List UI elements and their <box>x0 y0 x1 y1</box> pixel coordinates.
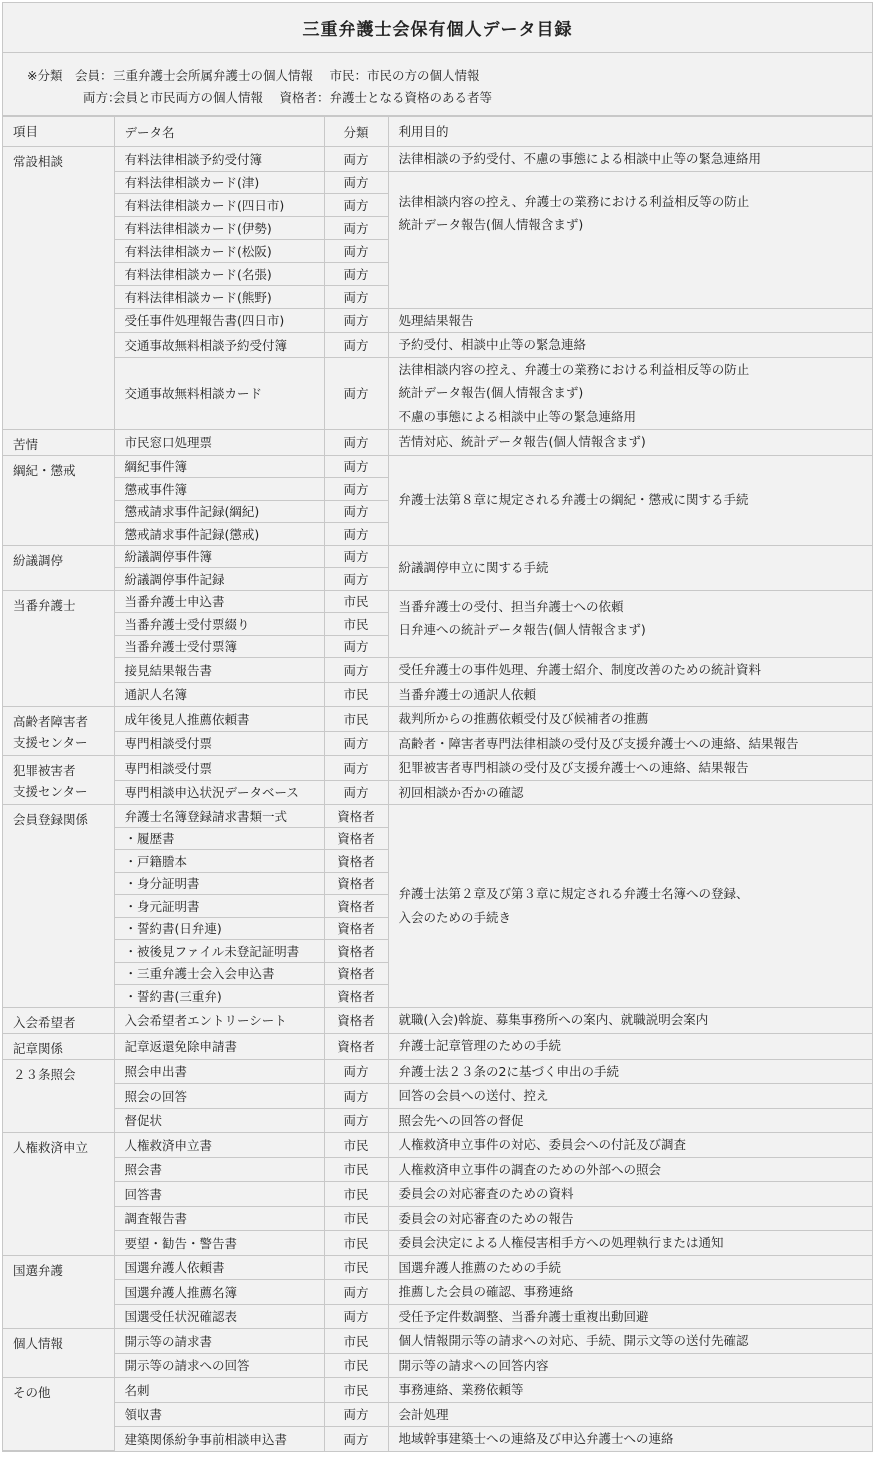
purpose-cell <box>388 1108 872 1133</box>
classification-cell: 市民 <box>324 613 388 636</box>
table-row <box>3 1059 872 1084</box>
purpose-line: 初回相談か否かの確認 <box>398 784 524 800</box>
classification-cell: 資格者 <box>324 895 388 918</box>
purpose-line: 弁護士法第８章に規定される弁護士の綱紀・懲戒に関する手続 <box>398 492 749 508</box>
category-cell: 人権救済申立 <box>3 1133 114 1256</box>
classification-cell: 両方 <box>324 478 388 501</box>
data-name-cell: ・戸籍謄本 <box>114 850 324 873</box>
classification-cell: 資格者 <box>324 940 388 963</box>
purpose-cell <box>388 1206 872 1231</box>
purpose-line: 国選弁護人推薦のための手続 <box>398 1259 562 1275</box>
classification-cell: 両方 <box>324 357 388 429</box>
purpose-line: 弁護士法２３条の2に基づく申出の手続 <box>398 1063 619 1079</box>
data-name-cell: 国選弁護人依頼書 <box>114 1255 324 1280</box>
data-name-cell: 交通事故無料相談予約受付簿 <box>114 333 324 358</box>
classification-cell: 両方 <box>324 731 388 756</box>
table-row <box>3 308 872 333</box>
data-name-cell: 有料法律相談カード(名張) <box>114 262 324 285</box>
category-cell: 高齢者障害者 支援センター <box>3 707 114 756</box>
data-name-cell: 成年後見人推薦依頼書 <box>114 707 324 732</box>
data-name-cell: 当番弁護士受付票綴り <box>114 613 324 636</box>
table-row <box>3 357 872 429</box>
table-row <box>3 1427 872 1451</box>
data-name-cell: 記章返還免除申請書 <box>114 1033 324 1059</box>
purpose-cell <box>388 590 872 658</box>
data-name-cell: 建築関係紛争事前相談申込書 <box>114 1427 324 1451</box>
table-row <box>3 545 872 568</box>
purpose-cell <box>388 805 872 1008</box>
category-cell: 会員登録関係 <box>3 805 114 1008</box>
classification-cell: 資格者 <box>324 962 388 985</box>
purpose-line: 犯罪被害者専門相談の受付及び支援弁護士への連絡、結果報告 <box>398 760 749 775</box>
purpose-line: 裁判所からの推薦依頼受付及び候補者の推薦 <box>398 711 649 726</box>
classification-cell: 資格者 <box>324 1007 388 1033</box>
data-name-cell: 開示等の請求への回答 <box>114 1353 324 1378</box>
data-name-cell: 市民窓口処理票 <box>114 429 324 455</box>
data-name-cell: 開示等の請求書 <box>114 1329 324 1354</box>
classification-cell: 市民 <box>324 1157 388 1182</box>
purpose-line: 高齢者・障害者専門法律相談の受付及び支援弁護士への連絡、結果報告 <box>398 735 799 751</box>
table-row <box>3 1255 872 1280</box>
classification-cell: 資格者 <box>324 850 388 873</box>
table-header-row <box>3 117 872 147</box>
data-name-cell: 調査報告書 <box>114 1206 324 1231</box>
category-cell: 犯罪被害者 支援センター <box>3 756 114 805</box>
classification-cell: 資格者 <box>324 1033 388 1059</box>
classification-cell: 両方 <box>324 1108 388 1133</box>
purpose-line: 照会先への回答の督促 <box>398 1112 524 1128</box>
data-name-cell: ・身元証明書 <box>114 895 324 918</box>
table-row <box>3 682 872 707</box>
classification-cell: 両方 <box>324 1280 388 1305</box>
data-name-cell: 専門相談申込状況データベース <box>114 780 324 805</box>
purpose-cell <box>388 1007 872 1033</box>
classification-cell: 市民 <box>324 1206 388 1231</box>
data-name-cell: 懲戒請求事件記録(懲戒) <box>114 523 324 546</box>
data-name-cell: 接見結果報告書 <box>114 658 324 683</box>
category-cell: 国選弁護 <box>3 1255 114 1329</box>
legend-label: ※分類 会員： <box>27 68 113 83</box>
purpose-cell <box>388 429 872 455</box>
classification-cell: 両方 <box>324 756 388 781</box>
data-name-cell: 名刺 <box>114 1378 324 1403</box>
data-name-cell: 綱紀事件簿 <box>114 455 324 478</box>
purpose-cell <box>388 1231 872 1256</box>
data-name-cell: 交通事故無料相談カード <box>114 357 324 429</box>
purpose-line: 人権救済申立事件の調査のための外部への照会 <box>398 1161 662 1177</box>
personal-data-table <box>3 116 872 1451</box>
classification-cell: 両方 <box>324 635 388 658</box>
page-title: 三重弁護士会保有個人データ目録 <box>3 3 872 53</box>
purpose-cell <box>388 308 872 333</box>
purpose-line: 就職(入会)斡旋、募集事務所への案内、就職説明会案内 <box>398 1012 709 1028</box>
category-cell: 入会希望者 <box>3 1007 114 1033</box>
purpose-cell <box>388 1280 872 1305</box>
classification-cell: 両方 <box>324 308 388 333</box>
purpose-cell <box>388 333 872 358</box>
table-row <box>3 731 872 756</box>
document-frame <box>2 2 873 1452</box>
category-cell: 常設相談 <box>3 147 114 430</box>
classification-cell: 資格者 <box>324 917 388 940</box>
classification-cell: 市民 <box>324 682 388 707</box>
legend-line-2 <box>3 87 872 109</box>
data-name-cell: 受任事件処理報告書(四日市) <box>114 308 324 333</box>
table-row <box>3 1206 872 1231</box>
purpose-cell <box>388 147 872 172</box>
classification-cell: 両方 <box>324 429 388 455</box>
purpose-cell <box>388 658 872 683</box>
classification-cell: 市民 <box>324 1133 388 1158</box>
data-name-cell: 当番弁護士受付票簿 <box>114 635 324 658</box>
purpose-cell <box>388 1157 872 1182</box>
category-cell: 記章関係 <box>3 1033 114 1059</box>
table-row <box>3 1084 872 1109</box>
header-category: 項目 <box>3 117 114 147</box>
purpose-line: 委員会決定による人権侵害相手方への処理執行または通知 <box>398 1235 724 1250</box>
classification-cell: 資格者 <box>324 985 388 1008</box>
purpose-line: 開示等の請求への回答内容 <box>398 1357 549 1373</box>
table-row <box>3 1007 872 1033</box>
purpose-cell <box>388 545 872 590</box>
table-row <box>3 333 872 358</box>
data-name-cell: ・誓約書(日弁連) <box>114 917 324 940</box>
classification-cell: 両方 <box>324 262 388 285</box>
purpose-line: 法律相談の予約受付、不慮の事態による相談中止等の緊急連絡用 <box>398 151 762 166</box>
table-row <box>3 1108 872 1133</box>
classification-cell: 資格者 <box>324 872 388 895</box>
purpose-cell <box>388 780 872 805</box>
data-name-cell: 専門相談受付票 <box>114 756 324 781</box>
legend-text: 会員と市民両方の個人情報 資格者：弁護士となる資格のある者等 <box>113 90 492 105</box>
purpose-line: 予約受付、相談中止等の緊急連絡 <box>398 337 587 352</box>
classification-cell: 両方 <box>324 1059 388 1084</box>
classification-cell: 市民 <box>324 1231 388 1256</box>
header-class: 分類 <box>324 117 388 147</box>
purpose-line: 紛議調停申立に関する手続 <box>398 559 549 575</box>
table-row <box>3 455 872 478</box>
classification-cell: 両方 <box>324 545 388 568</box>
purpose-line: 苦情対応、統計データ報告(個人情報含まず) <box>398 434 646 450</box>
classification-cell: 市民 <box>324 1329 388 1354</box>
purpose-cell <box>388 1182 872 1207</box>
purpose-line: 人権救済申立事件の対応、委員会への付託及び調査 <box>398 1137 687 1152</box>
purpose-line: 法律相談内容の控え、弁護士の業務における利益相反等の防止 <box>398 193 750 209</box>
purpose-line: 処理結果報告 <box>398 312 474 328</box>
table-row <box>3 1157 872 1182</box>
classification-cell: 両方 <box>324 171 388 194</box>
table-row <box>3 1033 872 1059</box>
classification-cell: 両方 <box>324 1402 388 1427</box>
purpose-line: 弁護士法第２章及び第３章に規定される弁護士名簿への登録、 <box>398 886 749 902</box>
data-name-cell: 国選弁護人推薦名簿 <box>114 1280 324 1305</box>
category-cell: 個人情報 <box>3 1329 114 1378</box>
purpose-line: 当番弁護士の通訳人依頼 <box>398 686 537 702</box>
table-row <box>3 658 872 683</box>
table-row <box>3 707 872 732</box>
purpose-cell <box>388 1255 872 1280</box>
data-name-cell: 照会書 <box>114 1157 324 1182</box>
purpose-line: 受任予定件数調整、当番弁護士重複出動回避 <box>398 1308 649 1324</box>
purpose-cell <box>388 1353 872 1378</box>
data-name-cell: 懲戒事件簿 <box>114 478 324 501</box>
data-name-cell: ・誓約書(三重弁) <box>114 985 324 1008</box>
classification-cell: 両方 <box>324 1084 388 1109</box>
table-row <box>3 1378 872 1403</box>
classification-cell: 両方 <box>324 285 388 308</box>
purpose-line: 弁護士記章管理のための手続 <box>398 1038 562 1054</box>
table-row <box>3 1280 872 1305</box>
classification-cell: 両方 <box>324 194 388 217</box>
data-name-cell: 回答書 <box>114 1182 324 1207</box>
category-cell: その他 <box>3 1378 114 1451</box>
purpose-cell <box>388 1402 872 1427</box>
purpose-line: 回答の会員への送付、控え <box>398 1088 549 1103</box>
purpose-line: 委員会の対応審査のための報告 <box>398 1210 574 1226</box>
data-name-cell: 照会の回答 <box>114 1084 324 1109</box>
table-row <box>3 1402 872 1427</box>
legend-text: 三重弁護士会所属弁護士の個人情報 市民：市民の方の個人情報 <box>113 68 480 83</box>
legend-line-1 <box>3 65 872 87</box>
data-name-cell: 紛議調停事件簿 <box>114 545 324 568</box>
header-purpose: 利用目的 <box>388 117 872 147</box>
data-name-cell: 有料法律相談カード(熊野) <box>114 285 324 308</box>
classification-cell: 両方 <box>324 333 388 358</box>
classification-cell: 資格者 <box>324 805 388 828</box>
data-name-cell: 有料法律相談予約受付簿 <box>114 147 324 172</box>
legend-label: 両方： <box>83 90 121 105</box>
data-name-cell: 国選受任状況確認表 <box>114 1304 324 1329</box>
classification-cell: 資格者 <box>324 827 388 850</box>
purpose-cell <box>388 1427 872 1451</box>
table-row <box>3 1133 872 1158</box>
purpose-line: 統計データ報告(個人情報含まず) <box>398 217 584 232</box>
purpose-line: 日弁連への統計データ報告(個人情報含まず) <box>398 622 646 637</box>
data-name-cell: ・身分証明書 <box>114 872 324 895</box>
purpose-line: 委員会の対応審査のための資料 <box>398 1186 574 1201</box>
purpose-cell <box>388 682 872 707</box>
purpose-line: 法律相談内容の控え、弁護士の業務における利益相反等の防止 <box>398 361 750 377</box>
table-row <box>3 780 872 805</box>
data-name-cell: 督促状 <box>114 1108 324 1133</box>
table-row <box>3 756 872 781</box>
classification-cell: 両方 <box>324 500 388 523</box>
data-name-cell: 有料法律相談カード(松阪) <box>114 239 324 262</box>
purpose-line: 受任弁護士の事件処理、弁護士紹介、制度改善のための統計資料 <box>398 662 762 677</box>
data-name-cell: 懲戒請求事件記録(綱紀) <box>114 500 324 523</box>
purpose-line: 推薦した会員の確認、事務連絡 <box>398 1284 574 1299</box>
classification-cell: 両方 <box>324 523 388 546</box>
table-row <box>3 429 872 455</box>
data-name-cell: 弁護士名簿登録請求書類一式 <box>114 805 324 828</box>
category-cell: 苦情 <box>3 429 114 455</box>
data-name-cell: ・被後見ファイル未登記証明書 <box>114 940 324 963</box>
classification-cell: 市民 <box>324 1255 388 1280</box>
purpose-cell <box>388 707 872 732</box>
data-name-cell: 要望・勧告・警告書 <box>114 1231 324 1256</box>
purpose-line: 事務連絡、業務依頼等 <box>398 1382 524 1397</box>
classification-legend <box>3 53 872 116</box>
purpose-cell <box>388 455 872 545</box>
purpose-line: 不慮の事態による相談中止等の緊急連絡用 <box>398 408 637 424</box>
purpose-line: 個人情報開示等の請求への対応、手続、開示文等の送付先確認 <box>398 1333 749 1348</box>
classification-cell: 市民 <box>324 590 388 613</box>
purpose-cell <box>388 357 872 429</box>
classification-cell: 両方 <box>324 1304 388 1329</box>
data-name-cell: 領収書 <box>114 1402 324 1427</box>
purpose-cell <box>388 1329 872 1354</box>
data-name-cell: 有料法律相談カード(伊勢) <box>114 216 324 239</box>
classification-cell: 両方 <box>324 568 388 591</box>
table-row <box>3 1353 872 1378</box>
purpose-cell <box>388 731 872 756</box>
table-body <box>3 117 872 1451</box>
data-name-cell: 照会申出書 <box>114 1059 324 1084</box>
table-row <box>3 805 872 828</box>
classification-cell: 市民 <box>324 1353 388 1378</box>
data-name-cell: 当番弁護士申込書 <box>114 590 324 613</box>
table-row <box>3 1231 872 1256</box>
purpose-cell <box>388 1133 872 1158</box>
table-row <box>3 1182 872 1207</box>
data-name-cell: 人権救済申立書 <box>114 1133 324 1158</box>
category-cell: 当番弁護士 <box>3 590 114 707</box>
classification-cell: 市民 <box>324 1182 388 1207</box>
purpose-cell <box>388 1059 872 1084</box>
classification-cell: 両方 <box>324 216 388 239</box>
purpose-cell <box>388 1033 872 1059</box>
classification-cell: 市民 <box>324 1378 388 1403</box>
classification-cell: 両方 <box>324 455 388 478</box>
data-name-cell: 専門相談受付票 <box>114 731 324 756</box>
data-name-cell: 入会希望者エントリーシート <box>114 1007 324 1033</box>
classification-cell: 両方 <box>324 780 388 805</box>
table-row <box>3 171 872 194</box>
table-row <box>3 147 872 172</box>
category-cell: 紛議調停 <box>3 545 114 590</box>
data-name-cell: 有料法律相談カード(津) <box>114 171 324 194</box>
purpose-cell <box>388 1084 872 1109</box>
data-name-cell: 通訳人名簿 <box>114 682 324 707</box>
classification-cell: 両方 <box>324 658 388 683</box>
table-row <box>3 1304 872 1329</box>
purpose-line: 会計処理 <box>398 1406 449 1422</box>
header-name: データ名 <box>114 117 324 147</box>
purpose-line: 当番弁護士の受付、担当弁護士への依頼 <box>398 598 624 614</box>
table-row <box>3 1329 872 1354</box>
category-cell: ２３条照会 <box>3 1059 114 1133</box>
data-name-cell: ・履歴書 <box>114 827 324 850</box>
data-name-cell: 紛議調停事件記録 <box>114 568 324 591</box>
classification-cell: 両方 <box>324 1427 388 1451</box>
purpose-line: 地域幹事建築士への連絡及び申込弁護士への連絡 <box>398 1431 674 1446</box>
purpose-line: 統計データ報告(個人情報含まず) <box>398 385 584 401</box>
category-cell: 綱紀・懲戒 <box>3 455 114 545</box>
purpose-cell <box>388 756 872 781</box>
data-name-cell: 有料法律相談カード(四日市) <box>114 194 324 217</box>
purpose-cell <box>388 171 872 308</box>
classification-cell: 両方 <box>324 239 388 262</box>
purpose-line: 入会のための手続き <box>398 909 512 925</box>
data-name-cell: ・三重弁護士会入会申込書 <box>114 962 324 985</box>
table-row <box>3 590 872 613</box>
classification-cell: 両方 <box>324 147 388 172</box>
purpose-cell <box>388 1378 872 1403</box>
purpose-cell <box>388 1304 872 1329</box>
classification-cell: 市民 <box>324 707 388 732</box>
